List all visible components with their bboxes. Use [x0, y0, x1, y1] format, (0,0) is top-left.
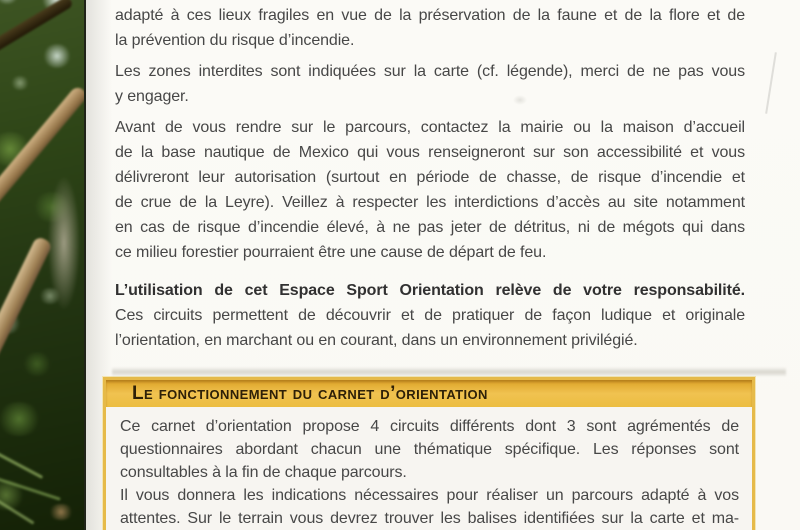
text-line: Ces circuits permettent de découvrir et de pratiquer de façon ludique et originale: [115, 307, 745, 324]
foliage-highlight: [22, 352, 52, 376]
info-box-paragraph-carnet: [120, 415, 739, 484]
pale-trunk: [48, 177, 80, 309]
paragraph-preservation: [115, 3, 745, 53]
forest-photo-texture: [0, 0, 86, 530]
grass-blade: [0, 448, 43, 479]
paragraph-acces-parcours: [115, 115, 745, 265]
text-line: délivreront leur autorisation (surtout en période de chasse, de risque d’incendie et: [115, 169, 745, 186]
info-box-paragraph-indications: [120, 484, 739, 530]
text-line: adapté à ces lieux fragiles en vue de la préservation de la faune et de la flore et de: [115, 7, 745, 24]
bold-lead-line: L’utilisation de cet Espace Sport Orientation relève de votre responsabilité.: [115, 282, 745, 299]
info-box: [103, 377, 755, 530]
text-line: de crue de la Leyre). Veillez à respecter les interdictions d’accès au site notamment: [115, 194, 745, 211]
text-line: de la base nautique de Mexico qui vous renseigneront sur son accessibilité et vous: [115, 144, 745, 161]
text-line: Ce carnet d’orientation propose 4 circuits différents dont 3 sont agrémentés de: [120, 418, 739, 435]
paragraph-responsabilite: [115, 278, 745, 353]
text-line: l’orientation, en marchant ou en courant, dans un environnement privilégié.: [115, 332, 638, 349]
ground-patch: [48, 504, 74, 520]
text-line: Les zones interdites sont indiquées sur la carte (cf. légende), merci de ne pas vous: [115, 63, 745, 80]
text-line: consultables à la fin de chaque parcours.: [120, 464, 407, 481]
scan-crease-mark: [765, 52, 777, 114]
sky-patch: [0, 0, 20, 4]
text-line: Avant de vous rendre sur le parcours, contactez la mairie ou la maison d’accueil: [115, 119, 745, 136]
info-box-body: [106, 407, 752, 530]
scan-shadow-band: [112, 367, 786, 376]
paragraph-zones-interdites: [115, 59, 745, 109]
foliage-highlight: [0, 402, 42, 436]
text-line: questionnaires abordant chacun une thématique spécifique. Les réponses sont: [120, 441, 739, 458]
text-line: la prévention du risque d’incendie.: [115, 32, 355, 49]
text-line: en cas de risque d’incendie élevé, à ne pas jeter de détritus, ni de mégots qui dans: [115, 219, 745, 236]
sky-patch: [42, 44, 72, 68]
info-box-header: [106, 380, 752, 407]
text-line: y engager.: [115, 88, 189, 105]
text-line: attentes. Sur le terrain vous devrez trouver les balises identifiées sur la carte et ma-: [120, 510, 739, 527]
forest-photo: [0, 0, 86, 530]
sky-patch: [10, 76, 30, 90]
page-body: [86, 0, 800, 530]
text-line: Il vous donnera les indications nécessaires pour réaliser un parcours adapté à vos: [120, 487, 739, 504]
text-line: ce milieu forestier pourraient être une cause de départ de feu.: [115, 244, 547, 261]
info-box-title: Le fonctionnement du carnet d’orientation: [132, 382, 488, 404]
